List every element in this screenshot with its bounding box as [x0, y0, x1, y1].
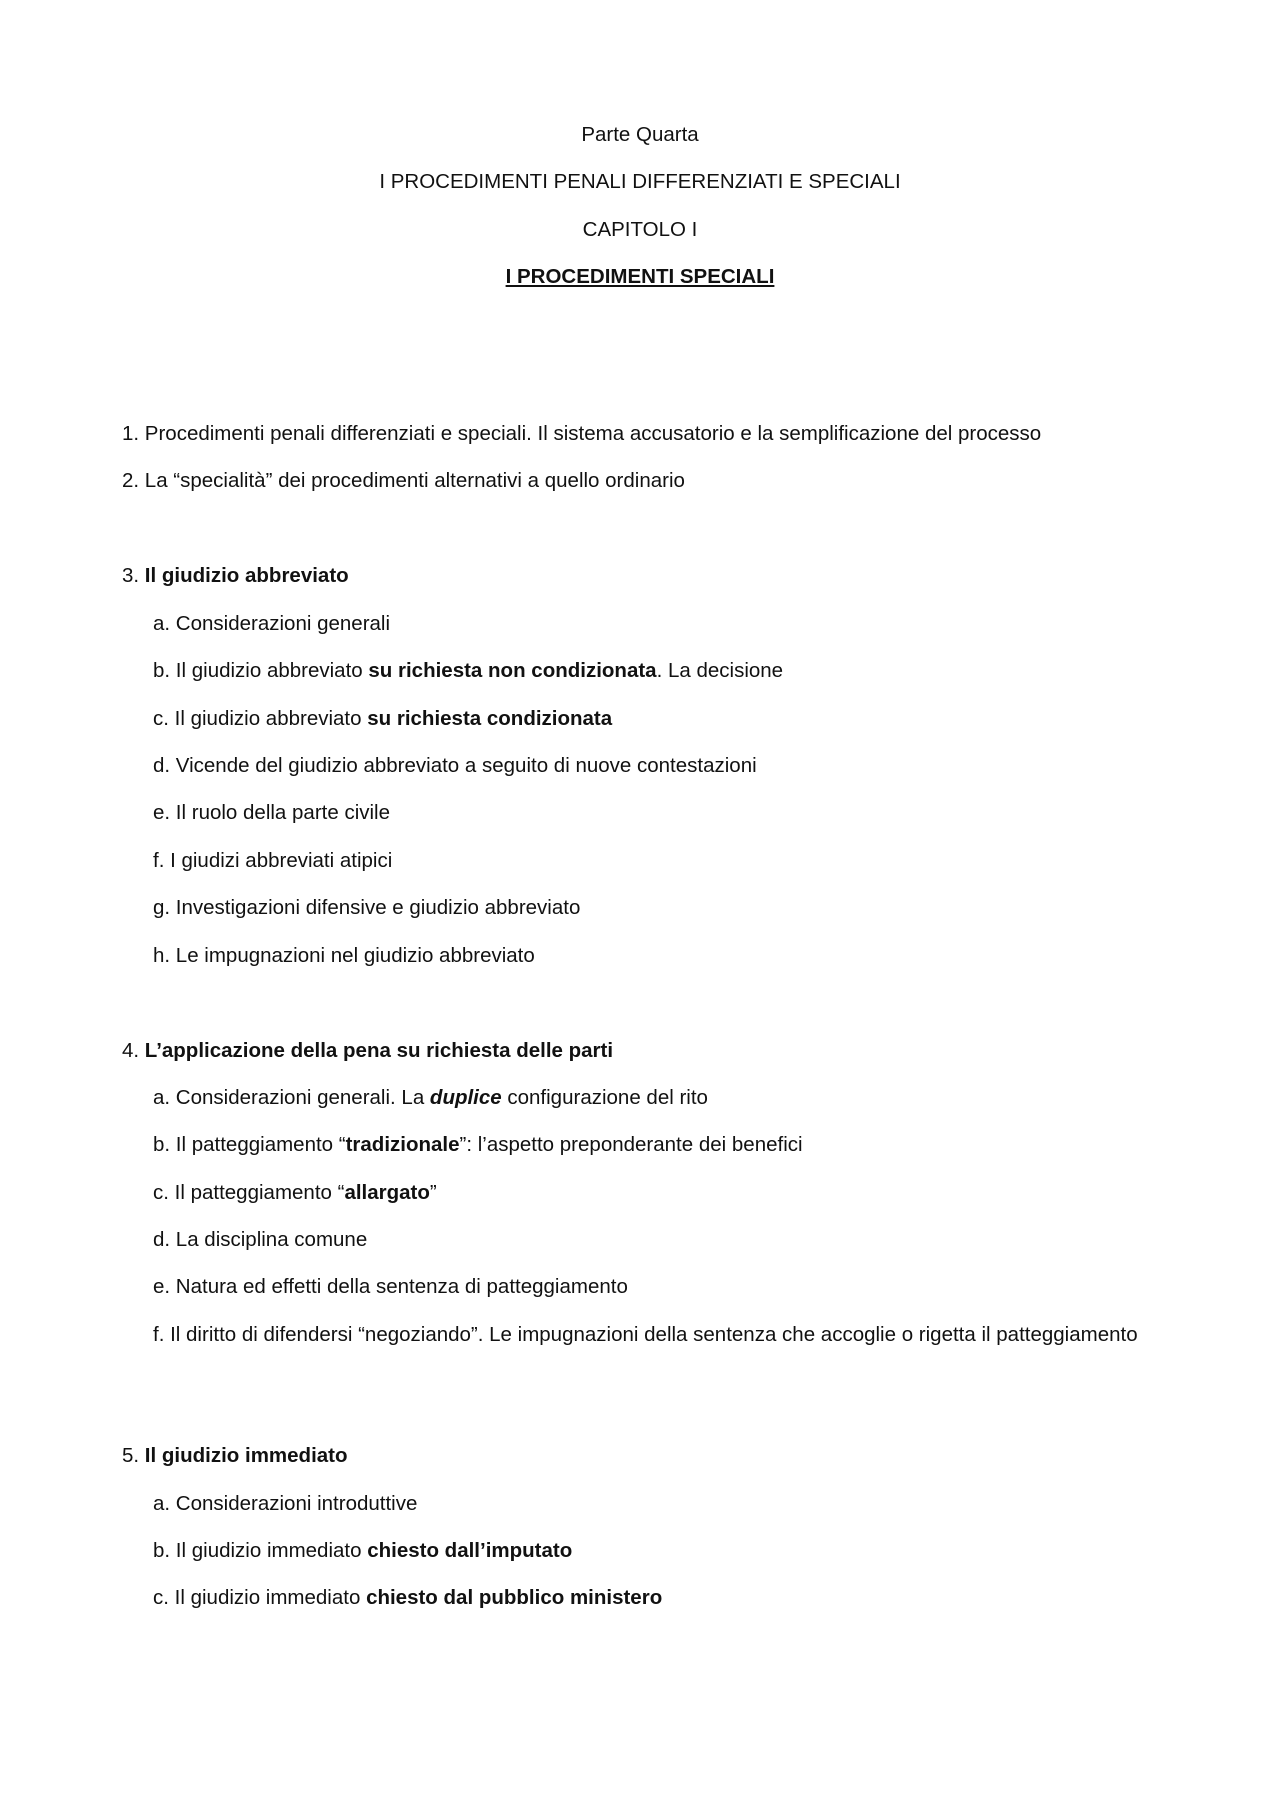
section-title: L’applicazione della pena su richiesta delle parti — [144, 1039, 614, 1062]
section-1 — [122, 421, 1041, 447]
section-number: 3. — [122, 564, 145, 587]
list-item: f. I giudizi abbreviati atipici — [153, 849, 393, 872]
section-3 — [122, 563, 349, 589]
section-number: 5. — [122, 1444, 145, 1467]
list-item: g. Investigazioni difensive e giudizio abbreviato — [153, 896, 581, 919]
list-item: b. Il patteggiamento “tradizionale”: l’aspetto preponderante dei benefici — [153, 1133, 803, 1156]
section-title: Il giudizio immediato — [144, 1444, 348, 1467]
list-item: a. Considerazioni generali. La duplice configurazione del rito — [153, 1086, 708, 1109]
list-item: d. Vicende del giudizio abbreviato a seguito di nuove contestazioni — [153, 754, 757, 777]
section-title: Procedimenti penali differenziati e speciali. Il sistema accusatorio e la semplificazione del processo — [144, 422, 1042, 445]
list-item: b. Il giudizio abbreviato su richiesta non condizionata. La decisione — [153, 659, 784, 682]
section-4 — [122, 1038, 613, 1064]
list-item: a. Considerazioni generali — [153, 612, 391, 635]
section-2 — [122, 468, 685, 494]
section-number: 2. — [122, 469, 145, 492]
list-item: b. Il giudizio immediato chiesto dall’imputato — [153, 1539, 573, 1562]
section-number: 1. — [122, 422, 145, 445]
list-item: e. Il ruolo della parte civile — [153, 801, 391, 824]
part-title: I PROCEDIMENTI PENALI DIFFERENZIATI E SPECIALI — [379, 170, 901, 193]
list-item: c. Il patteggiamento “allargato” — [153, 1181, 437, 1204]
chapter-label: CAPITOLO I — [582, 218, 698, 241]
section-number: 4. — [122, 1039, 145, 1062]
list-item: c. Il giudizio abbreviato su richiesta condizionata — [153, 707, 613, 730]
list-item: d. La disciplina comune — [153, 1228, 368, 1251]
section-title: Il giudizio abbreviato — [144, 564, 349, 587]
chapter-title: I PROCEDIMENTI SPECIALI — [505, 265, 775, 288]
part-label: Parte Quarta — [581, 123, 699, 146]
list-item: h. Le impugnazioni nel giudizio abbreviato — [153, 944, 535, 967]
section-title: La “specialità” dei procedimenti alternativi a quello ordinario — [144, 469, 685, 492]
list-item: f. Il diritto di difendersi “negoziando”. Le impugnazioni della sentenza che accoglie o rigetta il patteggiamento — [153, 1323, 1138, 1346]
section-5 — [122, 1443, 348, 1469]
list-item: a. Considerazioni introduttive — [153, 1492, 418, 1515]
list-item: c. Il giudizio immediato chiesto dal pubblico ministero — [153, 1586, 663, 1609]
list-item: e. Natura ed effetti della sentenza di patteggiamento — [153, 1275, 628, 1298]
